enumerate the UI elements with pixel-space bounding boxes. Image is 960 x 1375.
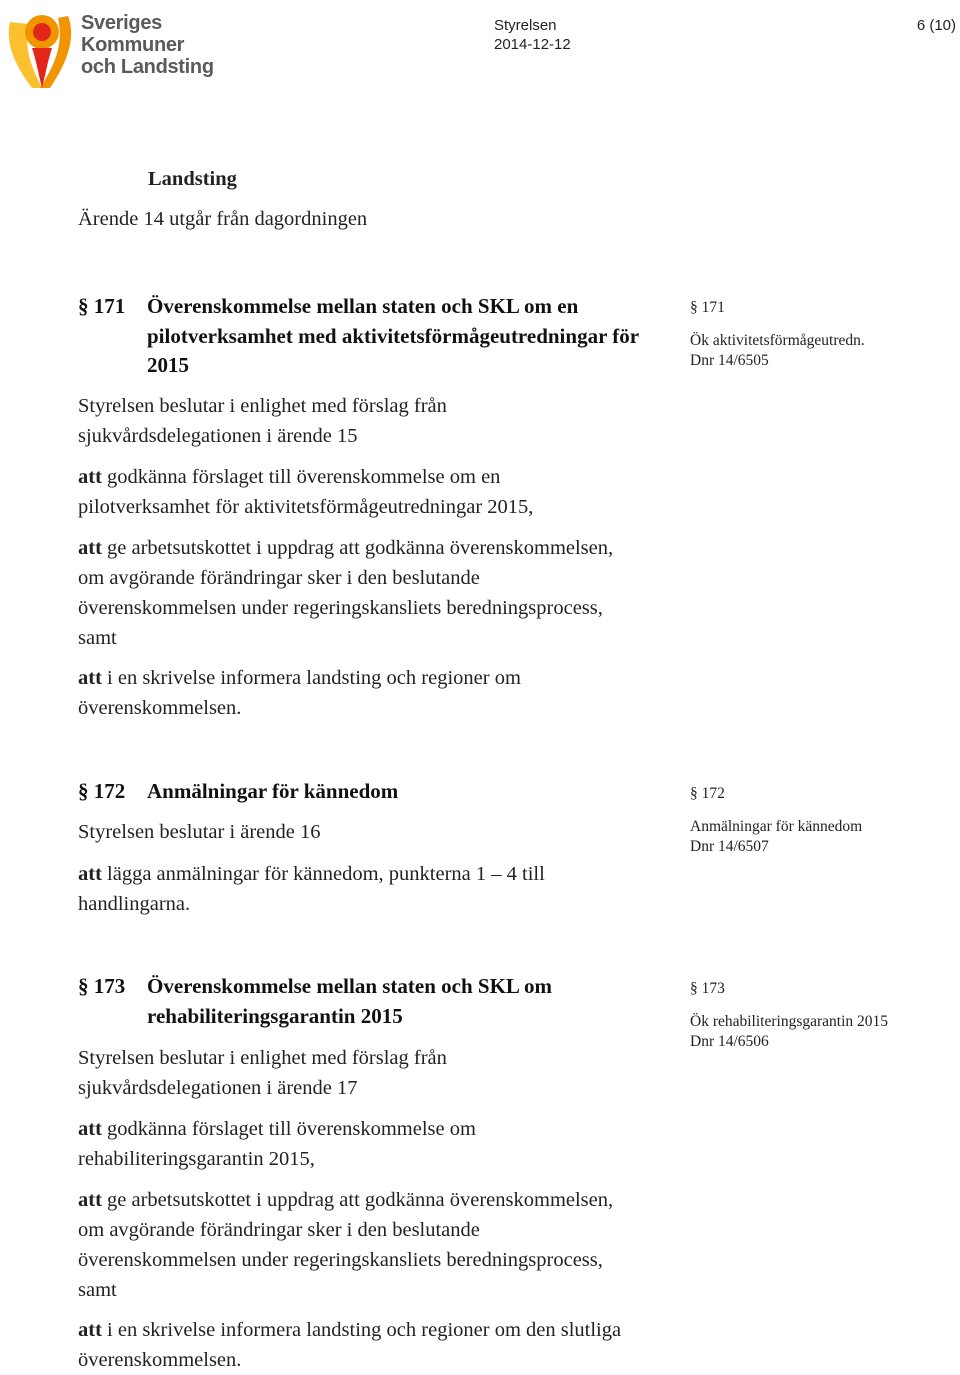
decision-item [78, 1315, 648, 1375]
margin-title: Ök aktivitetsförmågeutredn. [690, 331, 865, 349]
logo-line: och Landsting [81, 56, 214, 78]
decision-text: godkänna förslaget till överenskommelse om en pilotverksamhet för aktivitetsförmågeutredningar 2015, [78, 466, 534, 518]
decision-item [78, 859, 638, 919]
att-keyword: att [78, 537, 102, 559]
att-keyword: att [78, 1189, 102, 1211]
section-172-intro: Styrelsen beslutar i ärende 16 [78, 821, 321, 843]
decision-text: i en skrivelse informera landsting och regioner om den slutliga överenskommelsen. [78, 1319, 622, 1371]
att-keyword: att [78, 863, 102, 885]
landsting-note: Ärende 14 utgår från dagordningen [78, 208, 368, 230]
decision-text: godkänna förslaget till överenskommelse om rehabiliteringsgarantin 2015, [78, 1118, 476, 1170]
decision-text: lägga anmälningar för kännedom, punkterna 1 – 4 till handlingarna. [78, 863, 545, 915]
section-171-margin-note [690, 298, 955, 372]
section-171-intro: Styrelsen beslutar i enlighet med förslag från sjukvårdsdelegationen i ärende 15 [78, 395, 447, 447]
section-title: Överenskommelse mellan staten och SKL om en pilotverksamhet med aktivitetsförmågeutredningar för 2015 [147, 294, 639, 377]
skl-logo-icon [2, 2, 82, 92]
logo-wordmark [81, 12, 214, 78]
decision-item [78, 1185, 638, 1305]
margin-dnr: Dnr 14/6507 [690, 838, 769, 855]
logo-line: Sveriges [81, 12, 162, 34]
margin-section-number: § 172 [690, 785, 725, 802]
att-keyword: att [78, 1118, 102, 1140]
section-title: Överenskommelse mellan staten och SKL om rehabiliteringsgarantin 2015 [147, 974, 553, 1028]
decision-item [78, 533, 638, 653]
document-name: Styrelsen [494, 17, 557, 34]
margin-title: Ök rehabiliteringsgarantin 2015 [690, 1012, 889, 1030]
document-date: 2014-12-12 [494, 36, 571, 53]
section-173-intro: Styrelsen beslutar i enlighet med förslag från sjukvårdsdelegationen i ärende 17 [78, 1047, 447, 1099]
section-173-margin-note [690, 979, 890, 1053]
landsting-heading: Landsting [148, 168, 237, 190]
decision-text: ge arbetsutskottet i uppdrag att godkänna överenskommelsen, om avgörande förändringar sker i den beslutande överenskommelsen under regeringskansliets beredningsprocess, samt [78, 1189, 614, 1301]
margin-title: Anmälningar för kännedom [690, 817, 863, 835]
margin-dnr: Dnr 14/6506 [690, 1033, 769, 1050]
margin-dnr: Dnr 14/6505 [690, 352, 769, 369]
section-number: § 172 [78, 779, 126, 803]
decision-item [78, 462, 623, 522]
att-keyword: att [78, 667, 102, 689]
logo-line: Kommuner [81, 34, 185, 56]
section-number: § 171 [78, 294, 126, 318]
att-keyword: att [78, 466, 102, 488]
section-172-margin-note [690, 784, 955, 858]
margin-section-number: § 171 [690, 299, 725, 316]
section-title: Anmälningar för kännedom [147, 779, 399, 803]
page-number: 6 (10) [916, 17, 956, 34]
section-number: § 173 [78, 974, 126, 998]
decision-text: i en skrivelse informera landsting och regioner om överenskommelsen. [78, 667, 521, 719]
att-keyword: att [78, 1319, 102, 1341]
decision-item [78, 663, 608, 723]
decision-text: ge arbetsutskottet i uppdrag att godkänna överenskommelsen, om avgörande förändringar sker i den beslutande överenskommelsen under regeringskansliets beredningsprocess, samt [78, 537, 614, 649]
decision-item [78, 1114, 558, 1174]
margin-section-number: § 173 [690, 980, 725, 997]
